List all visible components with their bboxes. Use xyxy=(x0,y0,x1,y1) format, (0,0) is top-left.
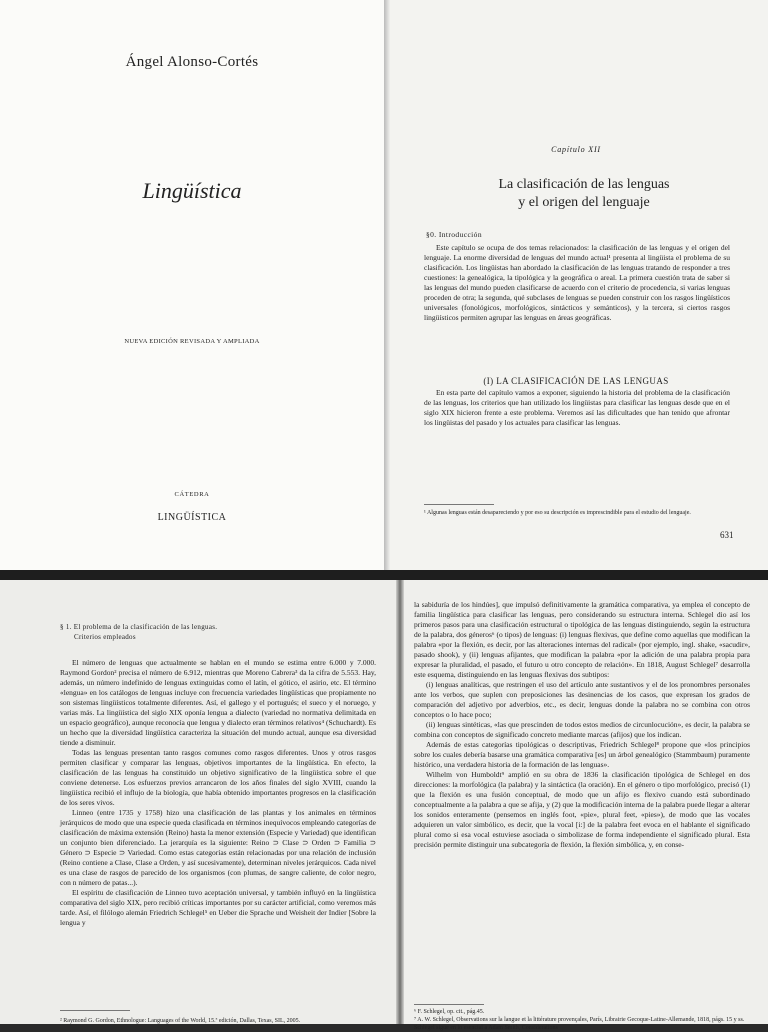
chapter-title-line-2: y el origen del lenguaje xyxy=(518,195,650,210)
footnote-divider xyxy=(424,504,494,505)
footnote-divider xyxy=(60,1010,130,1011)
chapter-page xyxy=(384,0,768,570)
body-text xyxy=(414,600,750,920)
book-title: Lingüística xyxy=(142,178,242,203)
book-spine-shadow xyxy=(396,580,404,1024)
paragraph: Además de estas categorías tipológicas o descriptivas, Friedrich Schlegel⁸ propone que «los principios sobre los cuales debería basarse una gramática comparativa [es] un árbol genealógico (Stammbaum) puramente histórico, una verdadera historia de la formación de las lenguas». xyxy=(414,740,750,769)
body-text xyxy=(60,658,376,1004)
edition-note: NUEVA EDICIÓN REVISADA Y AMPLIADA xyxy=(124,338,260,345)
paragraph: Wilhelm von Humboldt⁹ amplió en su obra de 1836 la clasificación tipológica de Schlegel en dos direcciones: la morfológica (la palabra) y la sintáctica (la oración). En el género o tipo morfológico, precisó (1) que la flexión es una fusión conceptual, de modo que un afijo es flexivo cuando está subordinado conceptualmente a la palabra a que se afija, y (2) que la modificación interna de la palabra puede llegar a alterar los sonidos enteramente (pensemos en inglés foot, «pie», plural feet, «pies»), de modo que las vocales adquieren un valor simbólico, es decir, que la vocal [i:] de la palabra feet evoca en el hablante el significado plural como si esa vocal estuviese asociada o simbolizase de forma independiente el significado plural. Esta precisión permite distinguir una subcategoría de flexión, la flexión simbólica, y, en conse- xyxy=(414,770,750,849)
footnote-divider xyxy=(414,1004,484,1005)
list-item: (i) lenguas analíticas, que restringen el uso del artículo ante sustantivos y el de los pronombres personales ante los verbos, que suplen con preposiciones las desinencias de los casos, que expresan los grados de comparación del adjetivo por adverbios, etc., es decir, lenguas donde la palabra no se combina con otros conceptos o lo hace poco; xyxy=(414,680,750,719)
intro-paragraph: Este capítulo se ocupa de dos temas relacionados: la clasificación de las lenguas y el origen del lenguaje. La enorme diversidad de lenguas del mundo actual¹ presenta al lingüista el problema de su clasificación. Los lingüistas han abordado la clasificación de las lenguas tratando de responder a tres cuestiones: la genealógica, la tipológica y la geográfica o areal. La primera cuestión trata de saber si las lenguas del mundo pueden clasificarse de acuerdo con el criterio de procedencia, si varias lenguas proceden de otra; la segunda, qué subclases de lenguas se pueden construir con los rasgos lingüísticos universales (fonológicos, morfológicos, sintácticos y semánticos), y la tercera, si ciertos rasgos lingüísticos permiten agrupar las lenguas en áreas geográficas. xyxy=(424,243,730,322)
chapter-title xyxy=(414,176,754,212)
body-paragraph: En esta parte del capítulo vamos a exponer, siguiendo la historia del problema de la clasificación de las lenguas, los criterios que han utilizado los lingüistas para clasificar las lenguas desde que en el siglo XIX hicieron frente a este problema. Veremos así las dificultades que han tenido que afrontar los lingüistas del pasado y los actuales para clasificar las lenguas. xyxy=(424,388,730,427)
section-title xyxy=(60,622,360,642)
paragraph: Todas las lenguas presentan tanto rasgos comunes como rasgos diferentes. Unos y otros rasgos permiten clasificar y comparar las lenguas, objetivos importantes de la lingüística. En efecto, la clasificación de las lenguas ha constituido un objetivo significativo de la lingüística sobre el que conviene detenerse. Los esfuerzos previos arrancaron de los años finales del siglo XVIII, cuando la lingüística recibió el influjo de la biología, que había obtenido importantes progresos en la clasificación de los seres vivos. xyxy=(60,748,376,807)
section-title-line-2: Criterios empleados xyxy=(74,633,136,641)
footnote: ² Raymond G. Gordon, Ethnologue: Languages of the World, 15.ª edición, Dallas, Texas, SIL, 2005. xyxy=(60,1018,301,1024)
right-text-page xyxy=(400,580,768,1031)
subheading: (I) LA CLASIFICACIÓN DE LAS LENGUAS xyxy=(483,376,669,386)
footnote: ¹ Algunas lenguas están desapareciendo y por eso su descripción es imprescindible para el estudio del lenguaje. xyxy=(424,510,691,516)
paragraph: El número de lenguas que actualmente se hablan en el mundo se estima entre 6.000 y 7.000. Raymond Gordon² precisa el número de 6.912, mientras que Moreno Cabrera³ da la cifra de 5.553. Hay, además, un número indefinido de lenguas extinguidas como el latín, el gótico, el asirio, etc. El término «lengua» en los catálogos de lenguas incluye con frecuencia variedades lingüísticas que propiamente no son sistemas lingüísticos totalmente diferentes. Así, el gallego y el portugués; el sueco y el noruego, y varias más. La lingüística del siglo XIX oponía lengua a dialecto (variedad no normativa delimitada en un espacio geográfico), aunque reconocía que lengua y dialecto eran términos relativos⁴ (Schuchardt). Es un hecho que la diversidad lingüística caracteriza la situación del mundo actual, aunque esa diversidad tiende a disminuir. xyxy=(60,658,376,747)
paragraph: Linneo (entre 1735 y 1758) hizo una clasificación de las plantas y los animales en términos jerárquicos de modo que una especie queda clasificada en términos inequívocos empleando categorías de clasificación de máxima extensión (Reino) hasta la menor extensión (Especie y Variedad) que identifican un conjunto bien diferenciado. La jerarquía es la siguiente: Reino ⊃ Clase ⊃ Orden ⊃ Familia ⊃ Género ⊃ Especie ⊃ Variedad. Como estas categorías están relacionadas por una relación de inclusión (Reino contiene a Clase, Clase a Orden, y así sucesivamente), determinan niveles jerárquicos. Cada nivel es una clase de rasgos de parecido de los organismos (con plumas, de sangre caliente, de color negro, con n número de patas...). xyxy=(60,808,376,887)
book-spine-shadow xyxy=(384,0,390,570)
paragraph: El espíritu de clasificación de Linneo tuvo aceptación universal, y también influyó en la lingüística comparativa del siglo XIX, pero recibió críticas importantes por su carácter artificial, como veremos más tarde. Así, el filólogo alemán Friedrich Schlegel⁵ en Ueber die Sprache und Weisheit der Indier [Sobre la lengua y xyxy=(60,888,376,927)
section-heading: §0. Introducción xyxy=(426,230,482,239)
left-text-page xyxy=(0,580,400,1024)
chapter-title-line-1: La clasificación de las lenguas xyxy=(498,177,670,192)
footnotes xyxy=(414,1008,750,1032)
publisher-name: CÁTEDRA xyxy=(174,491,210,498)
title-page xyxy=(0,0,384,570)
chapter-label: Capítulo XII xyxy=(551,145,601,154)
paragraph: la sabiduría de los hindúes], que impulsó definitivamente la gramática comparativa, ya emplea el concepto de familia lingüística para clasificar las lenguas, pero considerando su estructura interna. Schlegel dio así los primeros pasos para una clasificación estructural o tipológica de las lenguas distinguiendo, según la estructura de la palabra, dos géneros⁶ (o tipos) de lenguas: (i) lenguas flexivas, que define como aquellas que modifican la palabra «por la flexión, es decir, por las alteraciones internas del radical» (por ejemplo, ingl. shake, «sacudir», pasado shook), y (ii) lenguas afijantes, que modifican la palabra «por la adición de una palabra propia para expresar la pluralidad, el pasado, el futuro u otro concepto de relación». En 1818, August Schlegel⁷ desarrolla este esquema, distinguiendo en las lenguas flexivas dos subtipos: xyxy=(414,600,750,679)
scan-gap xyxy=(0,570,768,580)
section-title-line-1: § 1. El problema de la clasificación de las lenguas. xyxy=(60,623,218,631)
series-name: LINGÜÍSTICA xyxy=(157,512,227,523)
page-number: 631 xyxy=(720,530,734,540)
footnote: ⁷ A. W. Schlegel, Observations sur la langue et la littérature provençales, París, Librairie Gecoque-Latine-Allemande, 1818, págs. 15 y ss. Schlegel sigue en lo esencial a Adam Smith, Considerations xyxy=(414,1017,745,1031)
author-name: Ángel Alonso-Cortés xyxy=(125,54,259,70)
footnote: ⁶ F. Schlegel, op. cit., pág.45. xyxy=(414,1009,485,1015)
list-item: (ii) lenguas sintéticas, «las que prescinden de todos estos medios de circunlocución», es decir, la palabra se combina con conceptos de significado concreto mediante marcas (afijos) que los indican. xyxy=(414,720,750,739)
